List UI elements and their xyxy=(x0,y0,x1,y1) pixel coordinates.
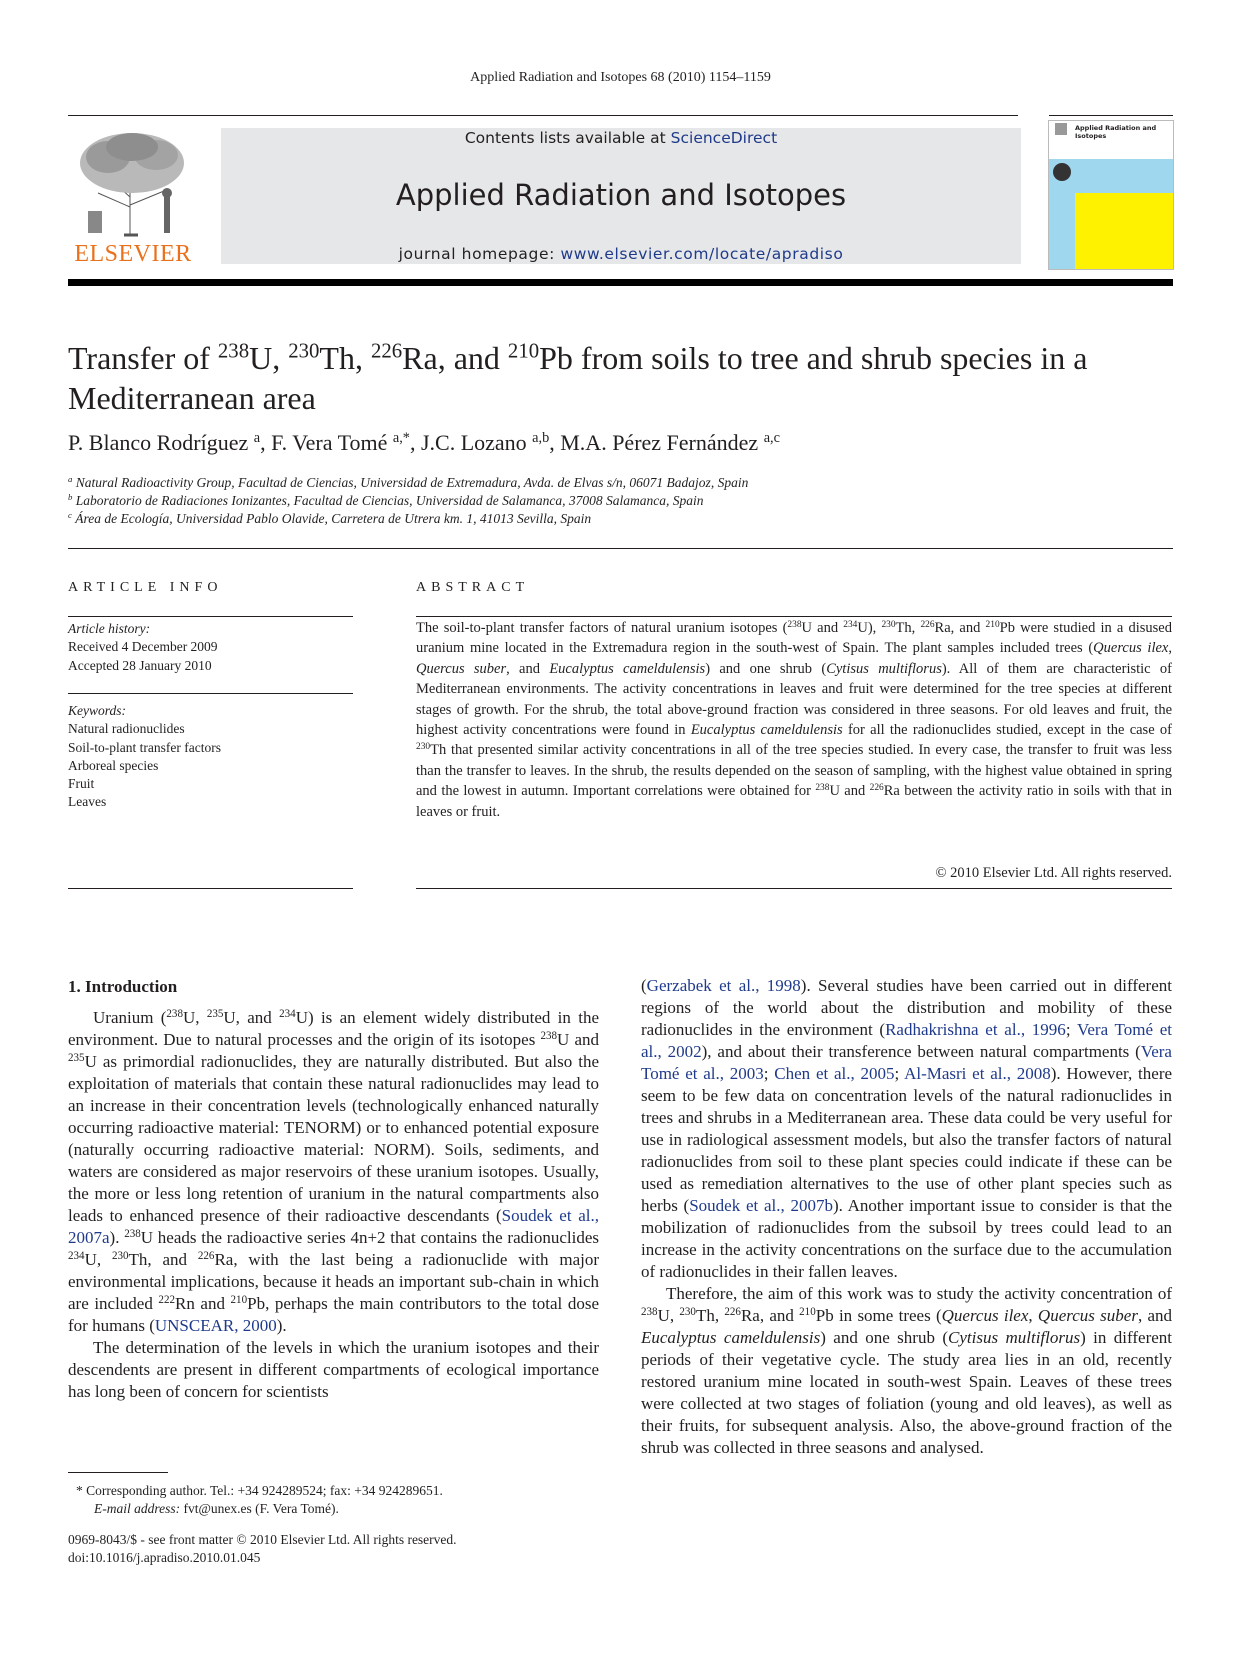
affiliation-b: $^b$ Laboratorio de Radiaciones Ionizantes, Facultad de Ciencias, Universidad de Salamanca, 37008 Salamanca, Spain xyxy=(68,492,704,508)
affiliation-a: $^a$ Natural Radioactivity Group, Facultad de Ciencias, Universidad de Extremadura, Avda. de Elvas s/n, 06071 Badajoz, Spain xyxy=(68,474,749,490)
history-rule xyxy=(68,693,353,694)
elsevier-logo xyxy=(68,127,198,267)
article-title: Transfer of $^{238}$U, $^{230}$Th, $^{226}$Ra, and $^{210}$Pb from soils to tree and shrub species in a Mediterranean area xyxy=(68,339,1088,416)
doi[interactable]: doi:10.1016/j.apradiso.2010.01.045 xyxy=(68,1550,261,1565)
abstract-rule xyxy=(416,616,1172,617)
intro-paragraph: Therefore, the aim of this work was to study the activity concentration of $^{238}$U, $^{230}$Th, $^{226}$Ra, and $^{210}$Pb in some trees (Quercus ilex, Quercus suber, and Eucalyptus cameldulensis) and one shrub (Cytisus multiflorus) in different periods of their vegetative cycle. The study area lies in an old, recently restored uranium mine located in south-west Spain. Leaves of these trees were collected at two stages of foliation (young and old leaves), as well as their fruits, for subsequent analysis. Also, the above-ground fraction of the shrub was collected in three seasons and analysed. xyxy=(641,1284,1172,1457)
intro-left-column xyxy=(68,1007,599,1403)
article-info-heading: ARTICLE INFO xyxy=(68,580,223,595)
intro-paragraph: The determination of the levels in which the uranium isotopes and their descendents are present in different compartments of ecological importance has long been of concern for scientists xyxy=(68,1338,599,1401)
cover-logo-icon xyxy=(1055,123,1067,135)
citation-link[interactable]: Soudek et al., 2007a xyxy=(68,1206,599,1247)
intro-right-column xyxy=(641,975,1172,1459)
keywords: Keywords: Natural radionuclides Soil-to-plant transfer factors Arboreal species Fruit Leaves xyxy=(68,702,353,812)
keyword-item: Fruit xyxy=(68,776,95,792)
homepage-line: journal homepage: www.elsevier.com/locate/apradiso xyxy=(398,245,844,263)
copyright: © 2010 Elsevier Ltd. All rights reserved. xyxy=(935,865,1172,881)
section-heading-introduction: 1. Introduction xyxy=(68,977,178,996)
affiliation-rule xyxy=(68,548,1173,549)
keyword-item: Soil-to-plant transfer factors xyxy=(68,739,221,755)
footnote: * Corresponding author. Tel.: +34 924289524; fax: +34 924289651. E-mail address: fvt@unex.es (F. Vera Tomé). xyxy=(76,1483,443,1516)
sciencedirect-link[interactable]: ScienceDirect xyxy=(670,129,778,147)
homepage-link[interactable]: www.elsevier.com/locate/apradiso xyxy=(560,245,844,263)
citation-link[interactable]: Radhakrishna et al., 1996 xyxy=(885,1020,1066,1039)
journal-title: Applied Radiation and Isotopes xyxy=(395,178,847,212)
banner-thick-rule xyxy=(68,279,1173,286)
citation-link[interactable]: Chen et al., 2005 xyxy=(774,1064,895,1083)
keywords-rule xyxy=(68,888,353,889)
abstract-text: The soil-to-plant transfer factors of natural uranium isotopes ($^{238}$U and $^{234}$U), $^{230}$Th, $^{226}$Ra, and $^{210}$Pb were studied in a disused uranium mine located in the Extremadura region in the south-west of Spain. The plant samples included trees (Quercus ilex, Quercus suber, and Eucalyptus cameldulensis) and one shrub (Cytisus multiflorus). All of them are characteristic of Mediterranean environments. The activity concentrations in leaves and fruit were determined for the tree species at different stages of growth. For the shrub, the total above-ground fraction was considered in three seasons. For old leaves and fruit, the highest activity concentrations were found in Eucalyptus cameldulensis for all the radionuclides studied, except in the case of $^{230}$Th that presented similar activity concentrations in all of the tree species studied. In every case, the transfer to fruit was less than the transfer to leaves. In the shrub, the results depended on the season of sampling, with the highest value obtained in spring and the lowest in autumn. Important correlations were obtained for $^{238}$U and $^{226}$Ra between the activity ratio in soils with that in leaves or fruit. xyxy=(416,619,1172,820)
email-link[interactable]: fvt@unex.es (F. Vera Tomé). xyxy=(180,1501,339,1516)
tree-emblem-icon xyxy=(68,127,198,239)
keyword-item: Leaves xyxy=(68,794,107,810)
keyword-item: Arboreal species xyxy=(68,757,159,773)
citation-link[interactable]: UNSCEAR, 2000 xyxy=(154,1316,277,1335)
header-rule-right xyxy=(1049,115,1173,116)
affiliation-c: $^c$ Área de Ecología, Universidad Pablo Olavide, Carretera de Utrera km. 1, 41013 Sevilla, Spain xyxy=(68,510,592,526)
citation-link[interactable]: Soudek et al., 2007b xyxy=(689,1196,833,1215)
footnote-rule xyxy=(68,1472,168,1473)
intro-paragraph: (Gerzabek et al., 1998). Several studies have been carried out in different regions of the world about the distribution and mobility of these radionuclides in the environment (Radhakrishna et al., 1996; Vera Tomé et al., 2002), and about their transference between natural compartments (Vera Tomé et al., 2003; Chen et al., 2005; Al-Masri et al., 2008). However, there seem to be few data on concentration levels of the natural radionuclides in trees and shrubs in a Mediterranean area. These data could be very useful for use in radiological assessment models, but also the transfer factors of natural radionuclides from soil to these plant species could indicate if these can be used as remediation alternatives to the use of other plant species such as herbs (Soudek et al., 2007b). Another important issue to consider is that the mobilization of radionuclides from the subsoil by trees could lead to an increase in the activity concentrations on the surface due to the accumulation of radionuclides in their fallen leaves. xyxy=(641,976,1173,1281)
journal-banner xyxy=(221,128,1021,264)
publisher-wordmark: ELSEVIER xyxy=(74,241,192,267)
citation-link[interactable]: Vera Tomé et al., 2003 xyxy=(641,1042,1172,1083)
front-matter: 0969-8043/$ - see front matter © 2010 Elsevier Ltd. All rights reserved. doi:10.1016/j.apradiso.2010.01.045 xyxy=(68,1531,628,1567)
citation-link[interactable]: Gerzabek et al., 1998 xyxy=(646,976,801,995)
journal-cover: Applied Radiation and Isotopes xyxy=(1048,120,1174,270)
running-head: Applied Radiation and Isotopes 68 (2010) 1154–1159 xyxy=(470,70,771,85)
article-info-rule xyxy=(68,616,353,617)
header-rule xyxy=(68,115,1018,116)
contents-line: Contents lists available at ScienceDirect xyxy=(464,129,778,147)
keyword-item: Natural radionuclides xyxy=(68,721,185,737)
author-list: P. Blanco Rodríguez $^a$, F. Vera Tomé $^{a,*}$, J.C. Lozano $^{a,b}$, M.A. Pérez Fernández $^{a,c}$ xyxy=(68,430,780,455)
cover-atom-icon xyxy=(1053,163,1071,181)
citation-link[interactable]: Vera Tomé et al., 2002 xyxy=(641,1020,1173,1061)
article-history: Article history: Received 4 December 2009 Accepted 28 January 2010 xyxy=(68,621,218,673)
citation-link[interactable]: Al-Masri et al., 2008 xyxy=(904,1064,1051,1083)
intro-paragraph: Uranium ($^{238}$U, $^{235}$U, and $^{234}$U) is an element widely distributed in the environment. Due to natural processes and the origin of its isotopes $^{238}$U and $^{235}$U as primordial radionuclides, they are naturally distributed. But also the exploitation of materials that contain these natural radionuclides may lead to an increase in their concentration levels (technologically enhanced naturally occurring radioactive material: TENORM) or to enhanced potential exposure (naturally occurring radioactive material: NORM). Soils, sediments, and waters are considered as major reservoirs of these uranium isotopes. Usually, the more or less long retention of uranium in the natural compartments also leads to enhanced presence of their radioactive descendants (Soudek et al., 2007a). $^{238}$U heads the radioactive series 4n+2 that contains the radionuclides $^{234}$U, $^{230}$Th, and $^{226}$Ra, with the last being a radionuclide with major environmental implications, because it heads an important sub-chain in which are included $^{222}$Rn and $^{210}$Pb, perhaps the main contributors to the total dose for humans (UNSCEAR, 2000). xyxy=(68,1007,600,1335)
abstract-heading: ABSTRACT xyxy=(416,580,530,595)
abstract-bottom-rule xyxy=(416,888,1172,889)
